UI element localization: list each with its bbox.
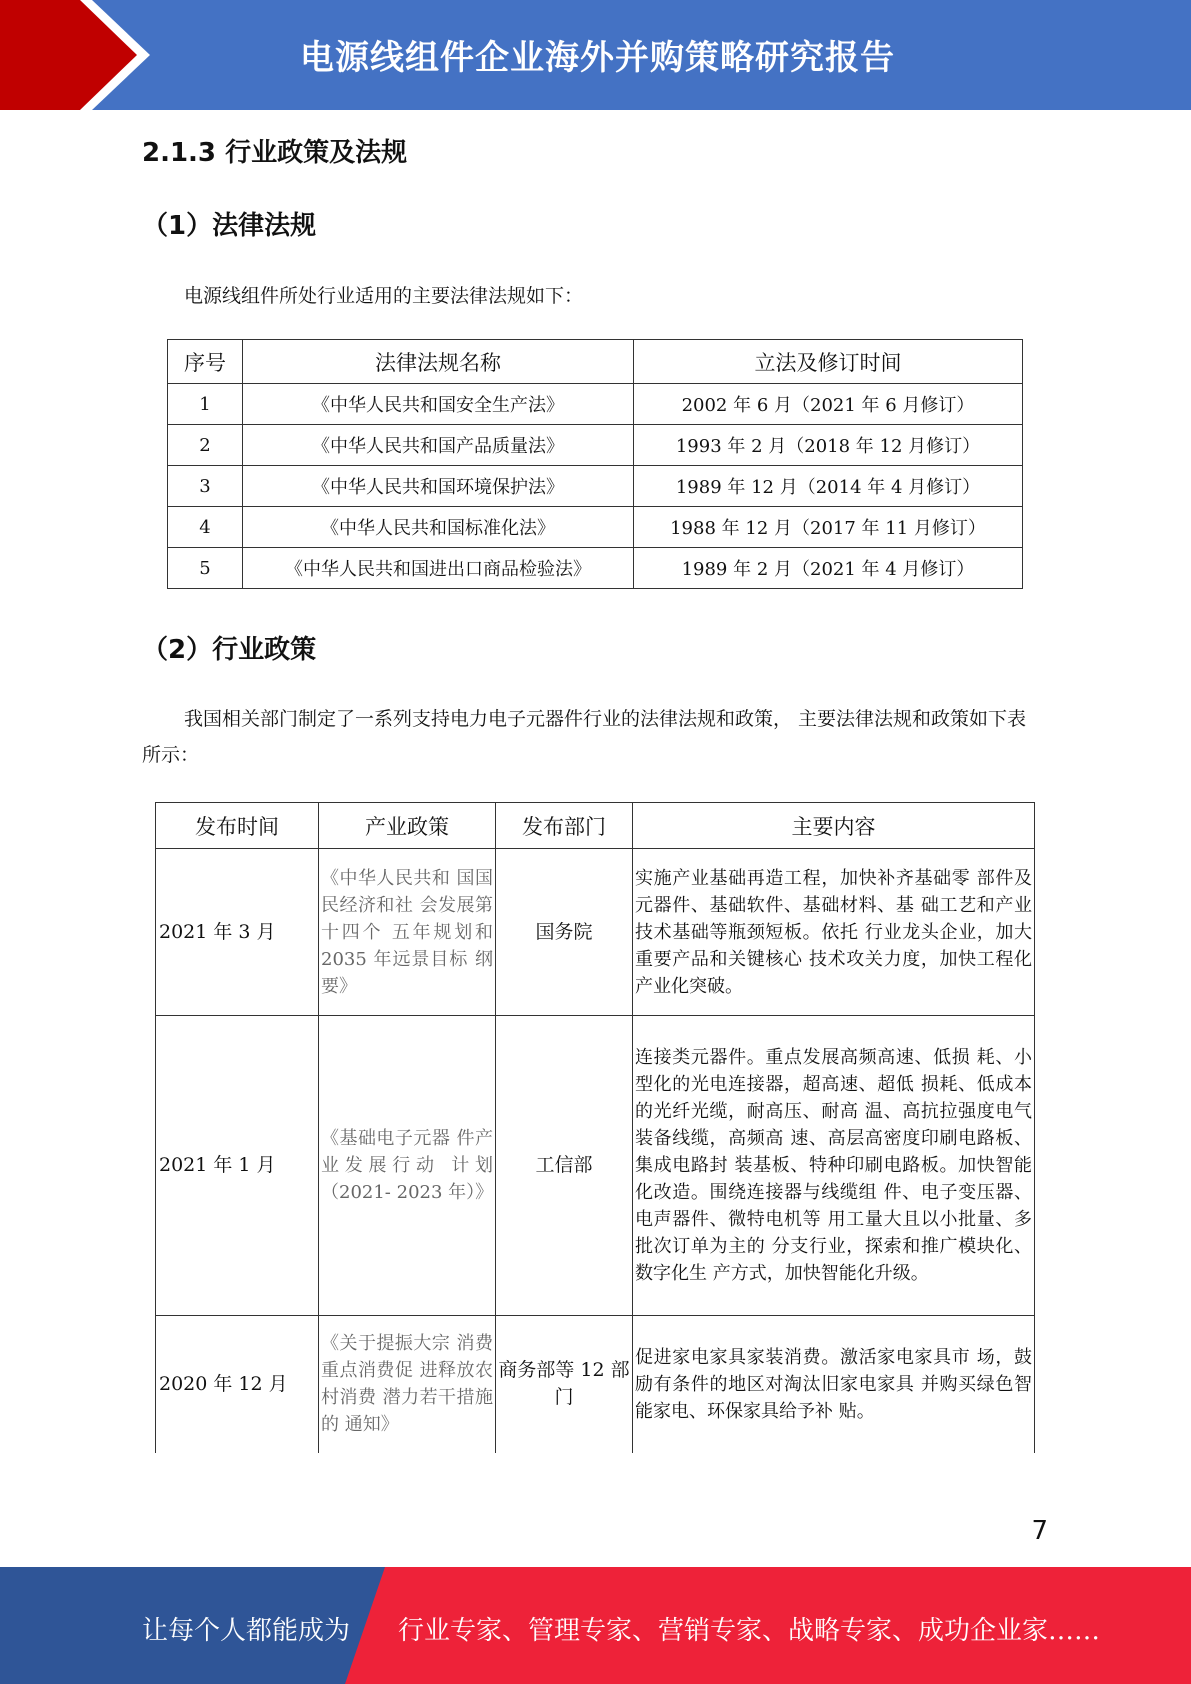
table-cell: 2020 年 12 月 (156, 1316, 319, 1453)
table-cell: 《中华人民共和国进出口商品检验法》 (243, 548, 634, 589)
table-row (156, 1316, 1035, 1453)
laws-table (167, 339, 1023, 589)
table-cell: 1 (168, 384, 243, 425)
table-cell: 1988 年 12 月（2017 年 11 月修订） (634, 507, 1023, 548)
column-header: 序号 (168, 340, 243, 384)
table-cell: 3 (168, 466, 243, 507)
page-header (0, 0, 1191, 110)
column-header: 立法及修订时间 (634, 340, 1023, 384)
table-cell: 1993 年 2 月（2018 年 12 月修订） (634, 425, 1023, 466)
section-title: 2.1.3 行业政策及法规 (142, 138, 408, 168)
column-header: 发布时间 (156, 803, 319, 849)
column-header: 产业政策 (319, 803, 496, 849)
table-cell: 2021 年 1 月 (156, 1016, 319, 1316)
subsection-title-laws: （1）法律法规 (142, 211, 317, 241)
table-row (156, 1016, 1035, 1316)
table-cell: 《中华人民共和 国国民经济和社 会发展第十四个 五年规划和 2035 年远景目标 纲要》 (319, 849, 496, 1016)
table-row (168, 466, 1023, 507)
table-cell: 《中华人民共和国安全生产法》 (243, 384, 634, 425)
table-cell: 《中华人民共和国环境保护法》 (243, 466, 634, 507)
policies-table (155, 802, 1035, 1453)
table-cell: 1989 年 12 月（2014 年 4 月修订） (634, 466, 1023, 507)
table-cell: 促进家电家具家装消费。激活家电家具市 场，鼓励有条件的地区对淘汰旧家电家具 并购买绿色智能家电、环保家具给予补 贴。 (633, 1316, 1035, 1453)
table-cell: 《中华人民共和国标准化法》 (243, 507, 634, 548)
subsection-title-policies: （2）行业政策 (142, 635, 317, 665)
table-cell: 商务部等 12 部门 (496, 1316, 633, 1453)
table-row (168, 548, 1023, 589)
table-row (168, 507, 1023, 548)
table-cell: 2021 年 3 月 (156, 849, 319, 1016)
table-row (156, 849, 1035, 1016)
page-number: 7 (1031, 1516, 1048, 1546)
table-cell: 《关于提振大宗 消费重点消费促 进释放农村消费 潜力若干措施的 通知》 (319, 1316, 496, 1453)
footer-slogan-left: 让每个人都能成为 (142, 1616, 351, 1646)
table-row (168, 425, 1023, 466)
column-header: 法律法规名称 (243, 340, 634, 384)
policies-intro: 我国相关部门制定了一系列支持电力电子元器件行业的法律法规和政策， 主要法律法规和政策如下表所示： (142, 708, 1027, 766)
table-cell: 国务院 (496, 849, 633, 1016)
page-footer (0, 1567, 1191, 1684)
column-header: 主要内容 (633, 803, 1035, 849)
table-cell: 4 (168, 507, 243, 548)
table-cell: 5 (168, 548, 243, 589)
column-header: 发布部门 (496, 803, 633, 849)
footer-slogan-right: 行业专家、管理专家、营销专家、战略专家、成功企业家…… (398, 1616, 1101, 1646)
table-header-row (156, 803, 1035, 849)
table-cell: 2 (168, 425, 243, 466)
table-header-row (168, 340, 1023, 384)
table-cell: 工信部 (496, 1016, 633, 1316)
table-cell: 连接类元器件。重点发展高频高速、低损 耗、小型化的光电连接器，超高速、超低 损耗、低成本的光纤光缆，耐高压、耐高 温、高抗拉强度电气装备线缆，高频高 速、高层高密度印刷电路板、集成电路封 装基板、特种印刷电路板。加快智能化改造。围绕连接器与线缆组 件、电子变压器、电声器件、微特电机等 用工量大且以小批量、多批次订单为主的 分支行业，探索和推广模块化、数字化生 产方式，加快智能化升级。 (633, 1016, 1035, 1316)
table-row (168, 384, 1023, 425)
table-cell: 《中华人民共和国产品质量法》 (243, 425, 634, 466)
laws-intro: 电源线组件所处行业适用的主要法律法规如下： (184, 285, 584, 307)
report-title: 电源线组件企业海外并购策略研究报告 (300, 38, 895, 78)
table-cell: 实施产业基础再造工程，加快补齐基础零 部件及元器件、基础软件、基础材料、基 础工艺和产业技术基础等瓶颈短板。依托 行业龙头企业，加大重要产品和关键核心 技术攻关力度，加快工程化产业化突破。 (633, 849, 1035, 1016)
table-cell: 《基础电子元器 件产业发展行动 计划（2021- 2023 年）》 (319, 1016, 496, 1316)
table-cell: 1989 年 2 月（2021 年 4 月修订） (634, 548, 1023, 589)
table-cell: 2002 年 6 月（2021 年 6 月修订） (634, 384, 1023, 425)
